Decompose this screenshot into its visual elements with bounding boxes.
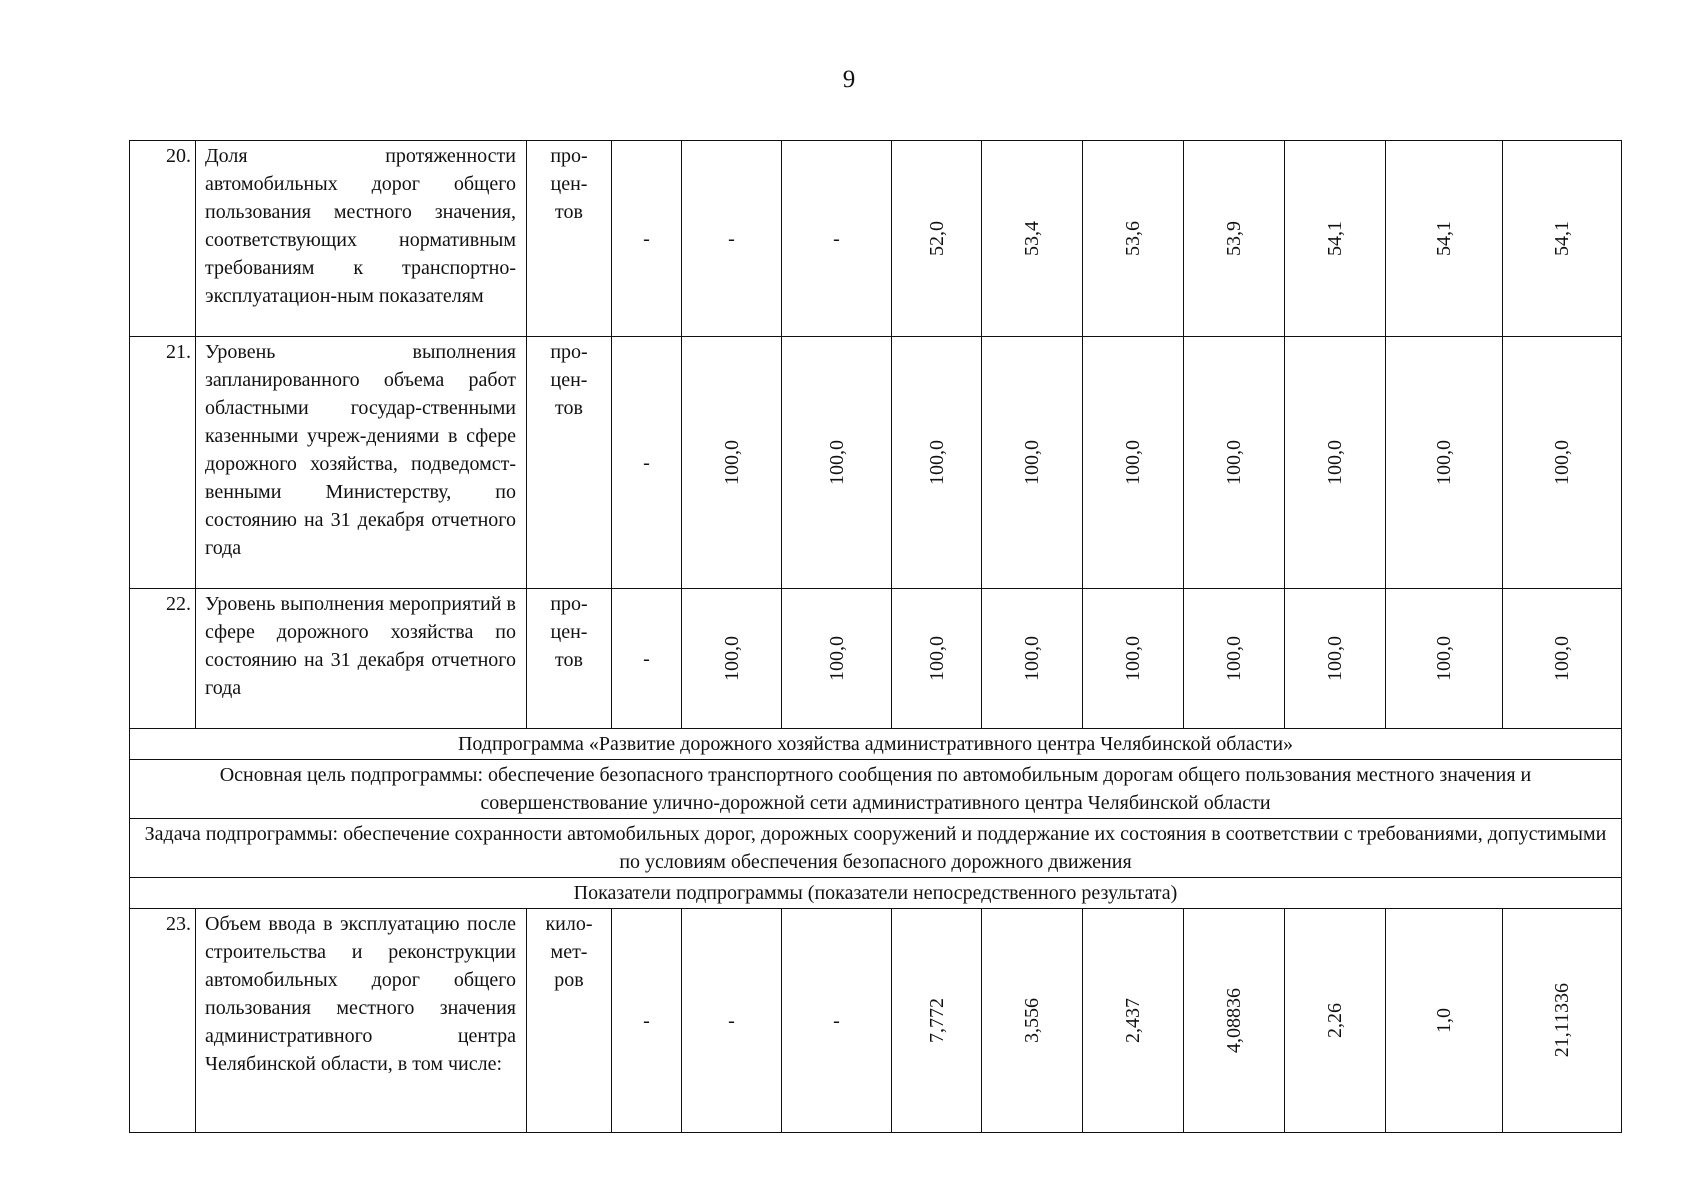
section-row <box>130 878 1622 909</box>
value-cell: 100,0 <box>1285 589 1386 729</box>
value-cell: 54,1 <box>1285 141 1386 337</box>
indicator-name: Уровень выполнения мероприятий в сфере дорожного хозяйства по состоянию на 31 декабря отчетного года <box>196 589 527 729</box>
value-cell: - <box>682 141 782 337</box>
value-cell: 3,556 <box>982 909 1083 1133</box>
value-cell: 100,0 <box>1184 589 1285 729</box>
value-cell: 100,0 <box>1285 337 1386 589</box>
value-cell: 100,0 <box>1503 337 1622 589</box>
unit-cell: кило- мет- ров <box>527 909 612 1133</box>
value-cell: 100,0 <box>1503 589 1622 729</box>
indicators-table <box>129 140 1622 1133</box>
value-cell: 4,08836 <box>1184 909 1285 1133</box>
unit-cell: про- цен- тов <box>527 141 612 337</box>
value-cell: - <box>782 141 892 337</box>
value-cell: 53,6 <box>1083 141 1184 337</box>
subprogram-goal: Основная цель подпрограммы: обеспечение безопасного транспортного сообщения по автомобильным дорогам общего пользования местного значения и совершенствование улично-дорожной сети административного центра Челябинской области <box>130 760 1622 819</box>
value-cell: 7,772 <box>892 909 982 1133</box>
subprogram-task: Задача подпрограммы: обеспечение сохранности автомобильных дорог, дорожных сооружений и поддержание их состояния в соответствии с требованиями, допустимыми по условиям обеспечения безопасного дорожного движения <box>130 819 1622 878</box>
value-cell: 100,0 <box>982 589 1083 729</box>
section-row <box>130 729 1622 760</box>
value-cell: 54,1 <box>1386 141 1503 337</box>
table-row <box>130 141 1622 337</box>
value-cell: 100,0 <box>982 337 1083 589</box>
value-cell: - <box>682 909 782 1133</box>
value-cell: 100,0 <box>1083 337 1184 589</box>
value-cell: 100,0 <box>1386 589 1503 729</box>
row-number: 20. <box>130 141 196 337</box>
table-row <box>130 909 1622 1133</box>
indicator-name: Объем ввода в эксплуатацию после строительства и реконструкции автомобильных дорог общего пользования местного значения административного центра Челябинской области, в том числе: <box>196 909 527 1133</box>
value-cell: 100,0 <box>892 589 982 729</box>
indicator-name: Доля протяженности автомобильных дорог общего пользования местного значения, соответствующих нормативным требованиям к транспортно-эксплуатацион-ным показателям <box>196 141 527 337</box>
value-cell: 2,437 <box>1083 909 1184 1133</box>
value-cell: 100,0 <box>782 337 892 589</box>
table-row <box>130 589 1622 729</box>
value-cell: - <box>612 141 682 337</box>
value-cell: 100,0 <box>1083 589 1184 729</box>
row-number: 21. <box>130 337 196 589</box>
value-cell: 100,0 <box>782 589 892 729</box>
unit-cell: про- цен- тов <box>527 337 612 589</box>
row-number: 23. <box>130 909 196 1133</box>
value-cell: - <box>782 909 892 1133</box>
value-cell: 100,0 <box>1386 337 1503 589</box>
unit-cell: про- цен- тов <box>527 589 612 729</box>
value-cell: 100,0 <box>1184 337 1285 589</box>
value-cell: 21,11336 <box>1503 909 1622 1133</box>
value-cell: 2,26 <box>1285 909 1386 1133</box>
row-number: 22. <box>130 589 196 729</box>
subprogram-title: Подпрограмма «Развитие дорожного хозяйства административного центра Челябинской области» <box>130 729 1622 760</box>
value-cell: 100,0 <box>892 337 982 589</box>
indicator-name: Уровень выполнения запланированного объема работ областными государ-ственными казенными учреж-дениями в сфере дорожного хозяйства, подведомст-венными Министерству, по состоянию на 31 декабря отчетного года <box>196 337 527 589</box>
value-cell: 100,0 <box>682 589 782 729</box>
value-cell: - <box>612 337 682 589</box>
section-row <box>130 760 1622 819</box>
value-cell: - <box>612 909 682 1133</box>
value-cell: 100,0 <box>682 337 782 589</box>
table-row <box>130 337 1622 589</box>
page-number: 9 <box>842 66 856 93</box>
indicators-heading: Показатели подпрограммы (показатели непосредственного результата) <box>130 878 1622 909</box>
value-cell: 53,9 <box>1184 141 1285 337</box>
value-cell: - <box>612 589 682 729</box>
section-row <box>130 819 1622 878</box>
value-cell: 1,0 <box>1386 909 1503 1133</box>
value-cell: 52,0 <box>892 141 982 337</box>
value-cell: 54,1 <box>1503 141 1622 337</box>
value-cell: 53,4 <box>982 141 1083 337</box>
